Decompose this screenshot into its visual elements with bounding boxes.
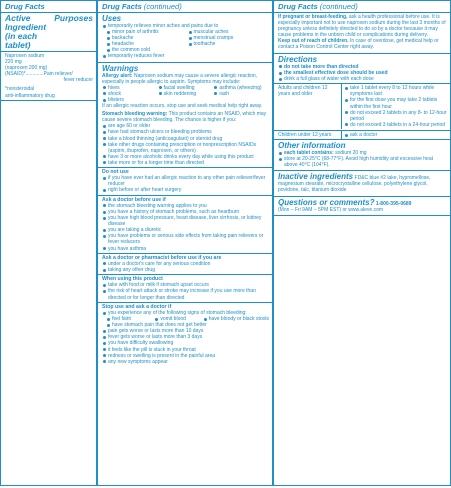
ask-doctor-item: you have a history of stomach problems, such as heartburn: [102, 209, 269, 215]
dosage-item: do not exceed 2 tablets in any 8- to 12-hour period: [344, 110, 447, 122]
purposes-heading: Purposes: [54, 13, 93, 23]
bleeding-sign: vomit blood: [154, 316, 202, 322]
allergy-after: If an allergic reaction occurs, stop use and seek medical help right away.: [102, 103, 263, 110]
dosage-label: Adults and children 12 years and older: [274, 84, 342, 129]
use-item: the common cold: [106, 47, 188, 53]
use-item: muscular aches: [188, 29, 270, 35]
ask-doctor-item: you have high blood pressure, heart disease, liver cirrhosis, or kidney disease: [102, 215, 269, 227]
symptom-item: rash: [213, 91, 269, 97]
ingredient-dose: 220 mg: [5, 59, 22, 66]
active-ingredient-section: [1, 13, 96, 104]
questions-heading: Questions or comments?: [278, 197, 375, 207]
other-info-heading: Other information: [278, 141, 346, 150]
direction-item: the smallest effective dose should be used: [278, 70, 447, 76]
dosage-item: take 1 tablet every 8 to 12 hours while symptoms last: [344, 85, 447, 97]
when-using-heading: When using this product: [102, 276, 163, 283]
uses-heading: Uses: [102, 14, 122, 23]
questions-line: [278, 198, 447, 207]
bleeding-sign: have bloody or black stools: [203, 316, 269, 322]
bleeding-sign: have stomach pain that does not get better: [106, 322, 269, 328]
other-info-section: [274, 140, 450, 171]
directions-section: [274, 54, 450, 140]
stop-use-item: you have difficulty swallowing: [102, 340, 269, 346]
inactive-ingredients: Inactive ingredients FD&C blue #2 lake, hypromellose, magnesium stearate, microcrystalline cellulose, polyethylene glycol, povidone, talc, titanium dioxide: [278, 172, 431, 194]
dosage-label: Children under 12 years: [274, 131, 342, 139]
ingredient-base: (naproxen 200 mg): [5, 65, 48, 72]
stomach-warning: Stomach bleeding warning: This product contains an NSAID, which may cause severe stomach bleeding. The chance is higher if you:: [102, 111, 267, 124]
use-item: toothache: [188, 41, 270, 47]
do-not-use-item: if you have ever had an allergic reaction to any other pain reliever/fever reducer: [102, 175, 269, 187]
panel-title: Drug Facts (continued): [98, 1, 272, 13]
dosage-item: ask a doctor: [344, 132, 447, 138]
warnings-section: [98, 63, 272, 367]
ask-doctor-item: you have asthma: [102, 246, 269, 252]
stop-use-item: it feels like the pill is stuck in your throat: [102, 347, 269, 353]
pregnancy-warning: If pregnant or breast-feeding, ask a health professional before use. It is especially important not to use naproxen sodium during the last 3 months of pregnancy unless definitely directed to do so by a doctor because it may cause problems in the unborn child or complications during delivery.: [278, 14, 446, 39]
direction-item: drink a full glass of water with each dose: [278, 76, 447, 82]
use-item: backache: [106, 35, 188, 41]
symptom-item: skin reddening: [158, 91, 214, 97]
questions-hours: (Mon – Fri 9AM – 5PM EST) or www.aleve.com: [278, 206, 384, 213]
ingredient-purpose-2: fever reducer: [63, 77, 93, 84]
when-using-item: the risk of heart attack or stroke may increase if you use more than directed or for longer than directed: [102, 288, 269, 300]
ingredient-purpose: (NSAID)*.............Pain reliever/: [5, 71, 73, 78]
use-item: headache: [106, 41, 188, 47]
footnote-2: anti-inflammatory drug: [5, 92, 55, 99]
panel-title: Drug Facts (continued): [274, 1, 450, 13]
stop-use-item: any new symptoms appear: [102, 359, 269, 365]
ask-doctor-item: the stomach bleeding warning applies to you: [102, 203, 269, 209]
symptom-item: shock: [102, 91, 158, 97]
questions-section: [274, 197, 450, 216]
symptom-item: hives: [102, 85, 158, 91]
dosage-row-children: [274, 130, 450, 139]
footnote: *nonsteroidal: [5, 86, 35, 93]
stop-use-item: fever gets worse or lasts more than 3 days: [102, 334, 269, 340]
stomach-item: are age 60 or older: [102, 123, 269, 129]
uses-last: temporarily reduces fever: [102, 53, 269, 59]
panel-uses-warnings: [97, 0, 273, 486]
panel-title: Drug Facts: [1, 1, 96, 13]
inactive-heading: Inactive ingredients: [278, 172, 354, 182]
dosage-item: do not exceed 3 tablets in a 24-hour period: [344, 122, 447, 128]
keep-out-of-reach: Keep out of reach of children. In case of overdose, get medical help or contact a Poison Control Center right away.: [278, 38, 439, 51]
stop-use-item: redness or swelling is present in the painful area: [102, 353, 269, 359]
ask-pharmacist-item: taking any other drug: [102, 267, 269, 273]
stomach-item: have 3 or more alcoholic drinks every day while using this product: [102, 154, 269, 160]
uses-section: [98, 13, 272, 63]
active-ingredient-heading: Active Purposes Ingredient (in each tablet): [5, 13, 93, 50]
ingredient-name: Naproxen sodium: [5, 53, 45, 59]
stop-use-heading: Stop use and ask a doctor if: [102, 303, 172, 310]
warnings-heading: Warnings: [102, 63, 139, 73]
use-item: minor pain of arthritis: [106, 29, 188, 35]
direction-item: do not take more than directed: [278, 64, 447, 70]
stomach-item: take more or for a longer time than directed: [102, 160, 269, 166]
symptom-item: blisters: [102, 97, 158, 103]
stop-use-item: pain gets worse or lasts more than 10 days: [102, 328, 269, 334]
panel-directions: [273, 0, 451, 486]
other-info-item: each tablet contains: sodium 20 mg: [278, 150, 447, 156]
phone-number: 1-800-395-0689: [374, 200, 412, 207]
stomach-item: take other drugs containing prescription or nonprescription NSAIDs (aspirin, ibuprofen, naproxen, or others): [102, 142, 269, 154]
inactive-ingredients-section: [274, 171, 450, 196]
ask-doctor-item: you have problems or serious side effects from taking pain relievers or fever reducers: [102, 233, 269, 245]
use-item: menstrual cramps: [188, 35, 270, 41]
dosage-row-adults: [274, 83, 450, 129]
stomach-item: take a blood thinning (anticoagulant) or steroid drug: [102, 136, 269, 142]
uses-intro: temporarily relieves minor aches and pains due to: [102, 23, 269, 29]
allergy-alert: Allergy alert: Naproxen sodium may cause a severe allergic reaction, especially in people allergic to aspirin. Symptoms may include:: [102, 72, 258, 85]
ask-pharmacist-heading: Ask a doctor or pharmacist before use if you are: [102, 254, 222, 261]
when-using-item: take with food or milk if stomach upset occurs: [102, 282, 269, 288]
bleeding-sign: feel faint: [106, 316, 154, 322]
dosage-item: for the first dose you may take 2 tablets within the first hour: [344, 97, 447, 109]
symptom-item: facial swelling: [158, 85, 214, 91]
directions-heading: Directions: [278, 54, 318, 64]
other-info-item: store at 20-25°C (68-77°F). Avoid high humidity and excessive heat above 40°C (104°F).: [278, 156, 447, 168]
ask-pharmacist-item: under a doctor's care for any serious condition: [102, 261, 269, 267]
ask-doctor-item: you are taking a diuretic: [102, 227, 269, 233]
pregnancy-section: [274, 13, 450, 54]
stop-use-intro: you experience any of the following signs of stomach bleeding:: [102, 310, 269, 316]
symptom-item: asthma (wheezing): [213, 85, 269, 91]
do-not-use-heading: Do not use: [102, 168, 129, 175]
ask-doctor-heading: Ask a doctor before use if: [102, 196, 166, 203]
panel-active-ingredient: [0, 0, 97, 486]
do-not-use-item: right before or after heart surgery: [102, 187, 269, 193]
stomach-item: have had stomach ulcers or bleeding problems: [102, 129, 269, 135]
